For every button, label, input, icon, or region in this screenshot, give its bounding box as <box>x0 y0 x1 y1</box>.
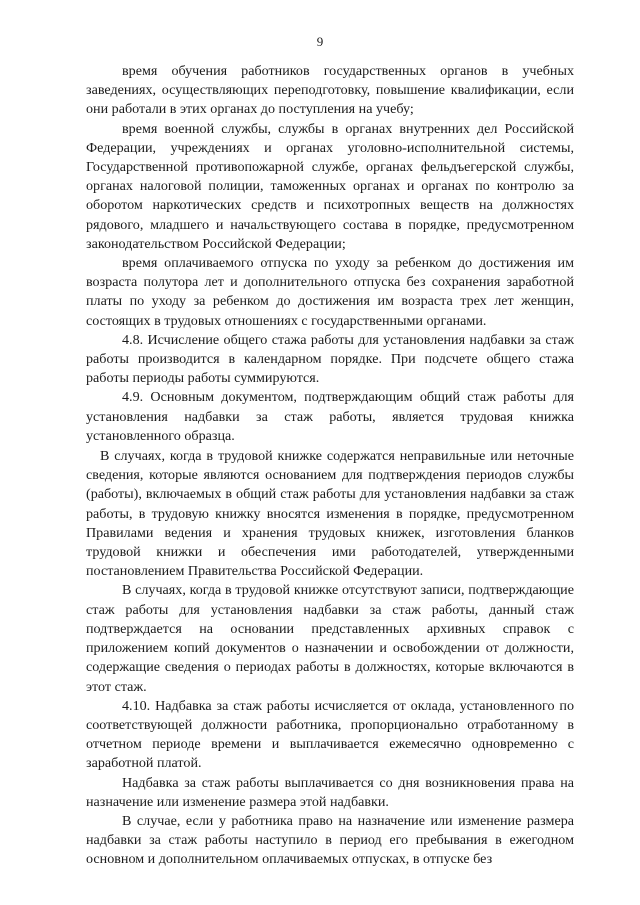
paragraph: 4.9. Основным документом, подтверждающим общий стаж работы для установления надбавки за стаж работы, является трудовая книжка установленного образца. <box>86 389 574 444</box>
paragraph: В случаях, когда в трудовой книжке содержатся неправильные или неточные сведения, которые являются основанием для подтверждения периодов службы (работы), включаемых в общий стаж работы для установления надбавки за стаж работы, в трудовую книжку вносятся изменения в порядке, предусмотренном Правилами ведения и хранения трудовых книжек, изготовления бланков трудовой книжки и обеспечения ими работодателей, утвержденными постановлением Правительства Российской Федерации. <box>86 448 574 580</box>
paragraph: 4.8. Исчисление общего стажа работы для установления надбавки за стаж работы производится в календарном порядке. При подсчете общего стажа работы периоды работы суммируются. <box>86 331 574 387</box>
paragraph: В случае, если у работника право на назначение или изменение размера надбавки за стаж работы наступило в период его пребывания в ежегодном основном и дополнительном оплачиваемых отпусках, в отпуске без <box>86 812 574 868</box>
page-number: 9 <box>316 34 324 49</box>
paragraph: В случаях, когда в трудовой книжке отсутствуют записи, подтверждающие стаж работы для установления надбавки за стаж работы, данный стаж подтверждается на основании представленных архивных справок с приложением копий документов о назначении и освобождении от должности, содержащие сведения о периодах работы в должностях, которые включаются в этот стаж. <box>86 582 574 695</box>
paragraph: 4.10. Надбавка за стаж работы исчисляется от оклада, установленного по соответствующей должности работника, пропорционально отработанному в отчетном периоде времени и выплачивается ежемесячно одновременно с заработной платой. <box>86 697 574 772</box>
paragraph: время военной службы, службы в органах внутренних дел Российской Федерации, учреждениях и органах уголовно-исполнительной системы, Государственной противопожарной службе, органах фельдъегерской службы, органах налоговой полиции, таможенных органах и органах по контролю за оборотом наркотических средств и психотропных веществ на должностях рядового, младшего и начальствующего состава в порядке, предусмотренном законодательством Российской Федерации; <box>86 120 574 252</box>
paragraph: Надбавка за стаж работы выплачивается со дня возникновения права на назначение или изменение размера этой надбавки. <box>86 774 574 810</box>
document-body <box>86 62 574 870</box>
paragraph: время обучения работников государственных органов в учебных заведениях, осуществляющих переподготовку, повышение квалификации, если они работали в этих органах до поступления на учебу; <box>86 63 574 118</box>
paragraph: время оплачиваемого отпуска по уходу за ребенком до достижения им возраста полутора лет и дополнительного отпуска без сохранения заработной платы по уходу за ребенком до достижения им возраста трех лет женщин, состоящих в трудовых отношениях с государственными органами. <box>86 255 574 329</box>
